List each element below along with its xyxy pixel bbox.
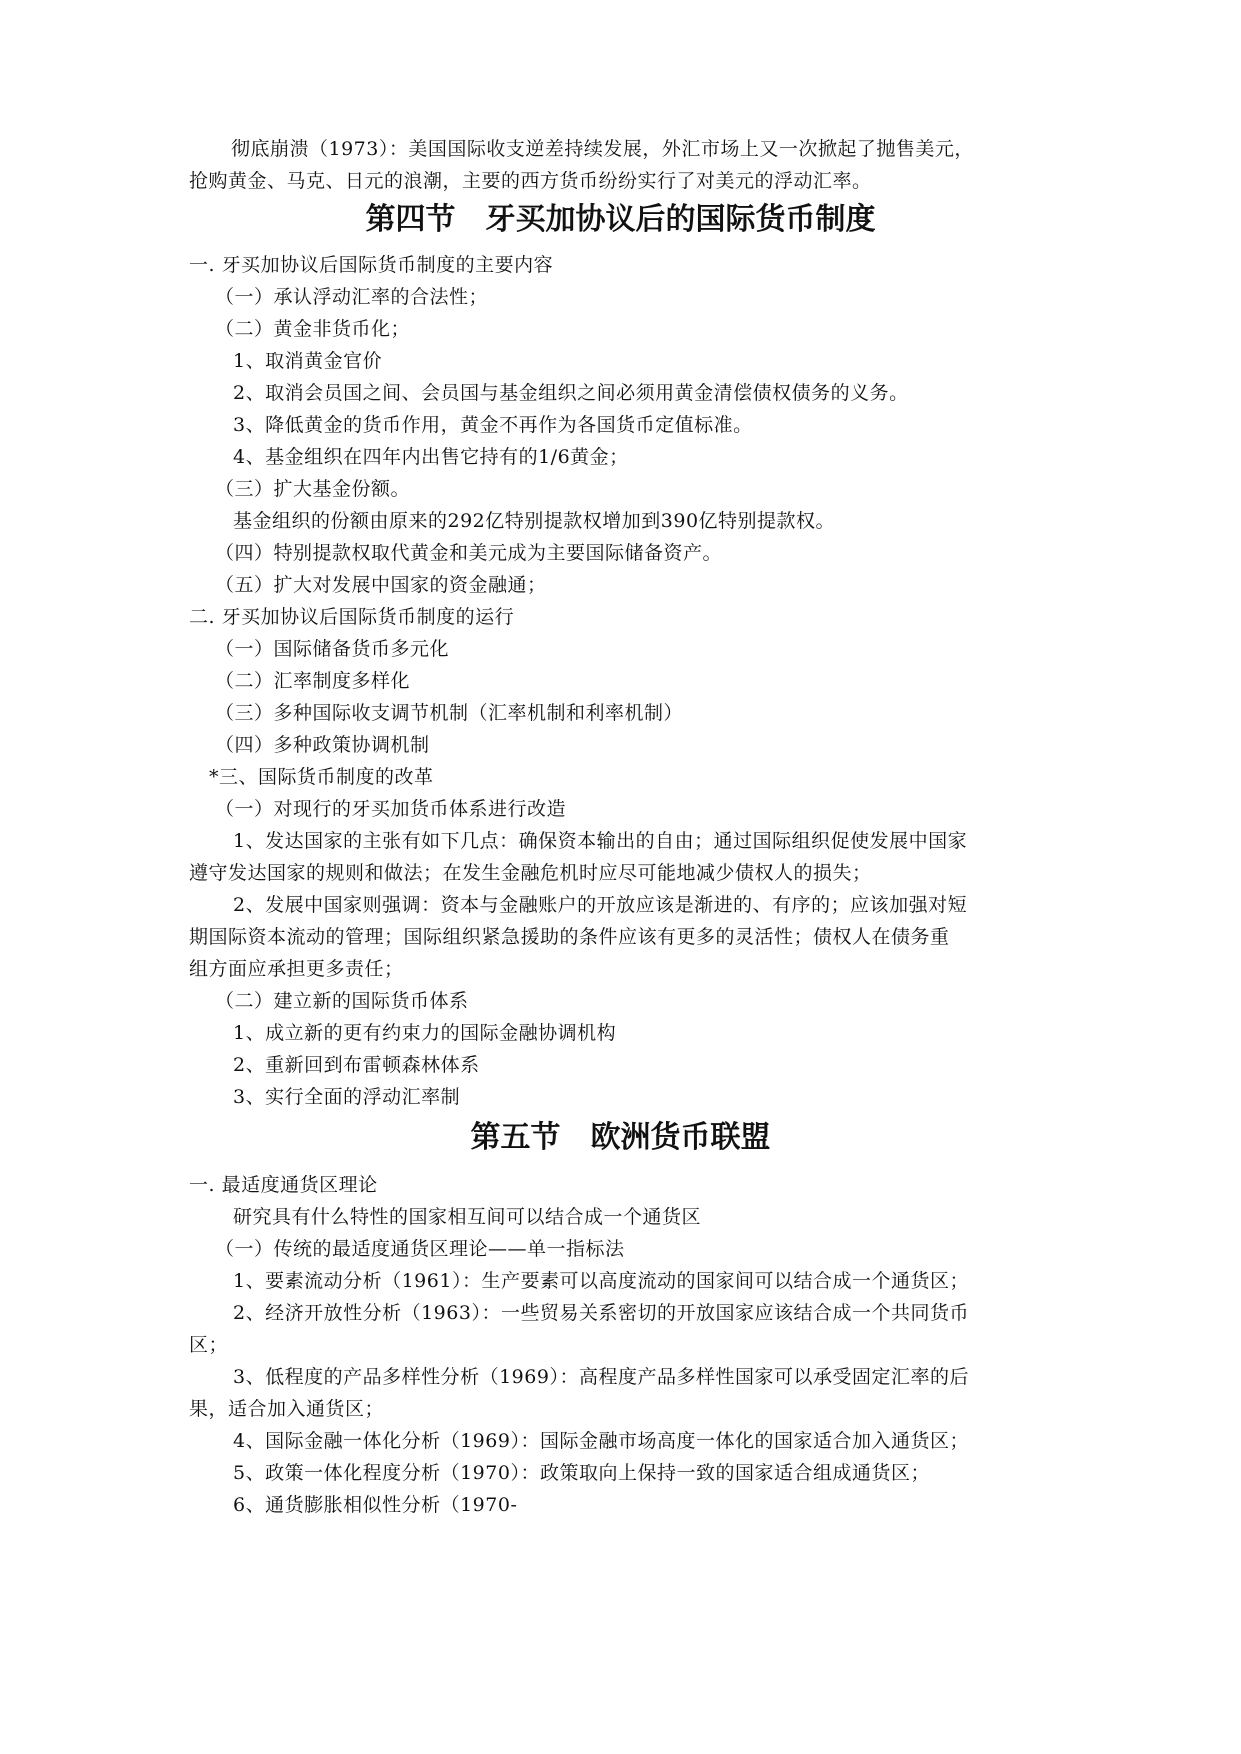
paragraph-line: 区； [189, 1334, 229, 1356]
paragraph-line: 基金组织的份额由原来的292亿特别提款权增加到390亿特别提款权。 [233, 510, 836, 532]
list-item: 1、成立新的更有约束力的国际金融协调机构 [233, 1022, 617, 1044]
list-item: （二）黄金非货币化； [215, 318, 411, 340]
paragraph-line: 抢购黄金、马克、日元的浪潮，主要的西方货币纷纷实行了对美元的浮动汇率。 [189, 170, 872, 192]
section-heading-5: 第五节 欧洲货币联盟 [470, 1120, 771, 1155]
list-item: （五）扩大对发展中国家的资金融通； [215, 574, 547, 596]
section-heading-4: 第四节 牙买加协议后的国际货币制度 [365, 202, 876, 237]
paragraph-line: 果，适合加入通货区； [189, 1398, 385, 1420]
list-heading: *三、国际货币制度的改革 [209, 766, 434, 788]
list-item: 4、国际金融一体化分析（1969）：国际金融市场高度一体化的国家适合加入通货区； [233, 1430, 969, 1452]
paragraph-line: 遵守发达国家的规则和做法；在发生金融危机时应尽可能地减少债权人的损失； [189, 862, 872, 884]
list-item: 4、基金组织在四年内出售它持有的1/6黄金； [233, 446, 629, 468]
list-item: 2、重新回到布雷顿森林体系 [233, 1054, 480, 1076]
list-item: 3、实行全面的浮动汇率制 [233, 1086, 461, 1108]
list-item: 2、取消会员国之间、会员国与基金组织之间必须用黄金清偿债权债务的义务。 [233, 382, 909, 404]
list-item: 3、降低黄金的货币作用，黄金不再作为各国货币定值标准。 [233, 414, 753, 436]
paragraph-line: 彻底崩溃（1973）：美国国际收支逆差持续发展，外汇市场上又一次掀起了抛售美元， [231, 138, 974, 160]
list-item: （二）汇率制度多样化 [215, 670, 411, 692]
list-item: 2、经济开放性分析（1963）：一些贸易关系密切的开放国家应该结合成一个共同货币 [233, 1302, 969, 1324]
paragraph-line: 1、发达国家的主张有如下几点：确保资本输出的自由；通过国际组织促使发展中国家 [233, 830, 968, 852]
list-item: （二）建立新的国际货币体系 [215, 990, 469, 1012]
list-heading: 二. 牙买加协议后国际货币制度的运行 [189, 606, 515, 628]
list-item: 3、低程度的产品多样性分析（1969）：高程度产品多样性国家可以承受固定汇率的后 [233, 1366, 969, 1388]
list-item: 1、取消黄金官价 [233, 350, 383, 372]
list-heading: 一. 最适度通货区理论 [189, 1174, 378, 1196]
list-item: （四）特别提款权取代黄金和美元成为主要国际储备资产。 [215, 542, 723, 564]
paragraph-line: 2、发展中国家则强调：资本与金融账户的开放应该是渐进的、有序的；应该加强对短 [233, 894, 968, 916]
paragraph-line: 期国际资本流动的管理；国际组织紧急援助的条件应该有更多的灵活性；债权人在债务重 [189, 926, 950, 948]
list-item: （一）传统的最适度通货区理论——单一指标法 [215, 1238, 625, 1260]
list-item: （一）承认浮动汇率的合法性； [215, 286, 489, 308]
list-item: （三）多种国际收支调节机制（汇率机制和利率机制） [215, 702, 684, 724]
paragraph-line: 研究具有什么特性的国家相互间可以结合成一个通货区 [233, 1206, 702, 1228]
list-item: （一）国际储备货币多元化 [215, 638, 450, 660]
paragraph-line: 组方面应承担更多责任； [189, 958, 404, 980]
list-item: （四）多种政策协调机制 [215, 734, 430, 756]
list-item: 5、政策一体化程度分析（1970）：政策取向上保持一致的国家适合组成通货区； [233, 1462, 930, 1484]
list-heading: 一. 牙买加协议后国际货币制度的主要内容 [189, 254, 554, 276]
list-item: 1、要素流动分析（1961）：生产要素可以高度流动的国家间可以结合成一个通货区； [233, 1270, 969, 1292]
list-item: （三）扩大基金份额。 [215, 478, 411, 500]
list-item: 6、通货膨胀相似性分析（1970- [233, 1494, 518, 1516]
list-item: （一）对现行的牙买加货币体系进行改造 [215, 798, 567, 820]
